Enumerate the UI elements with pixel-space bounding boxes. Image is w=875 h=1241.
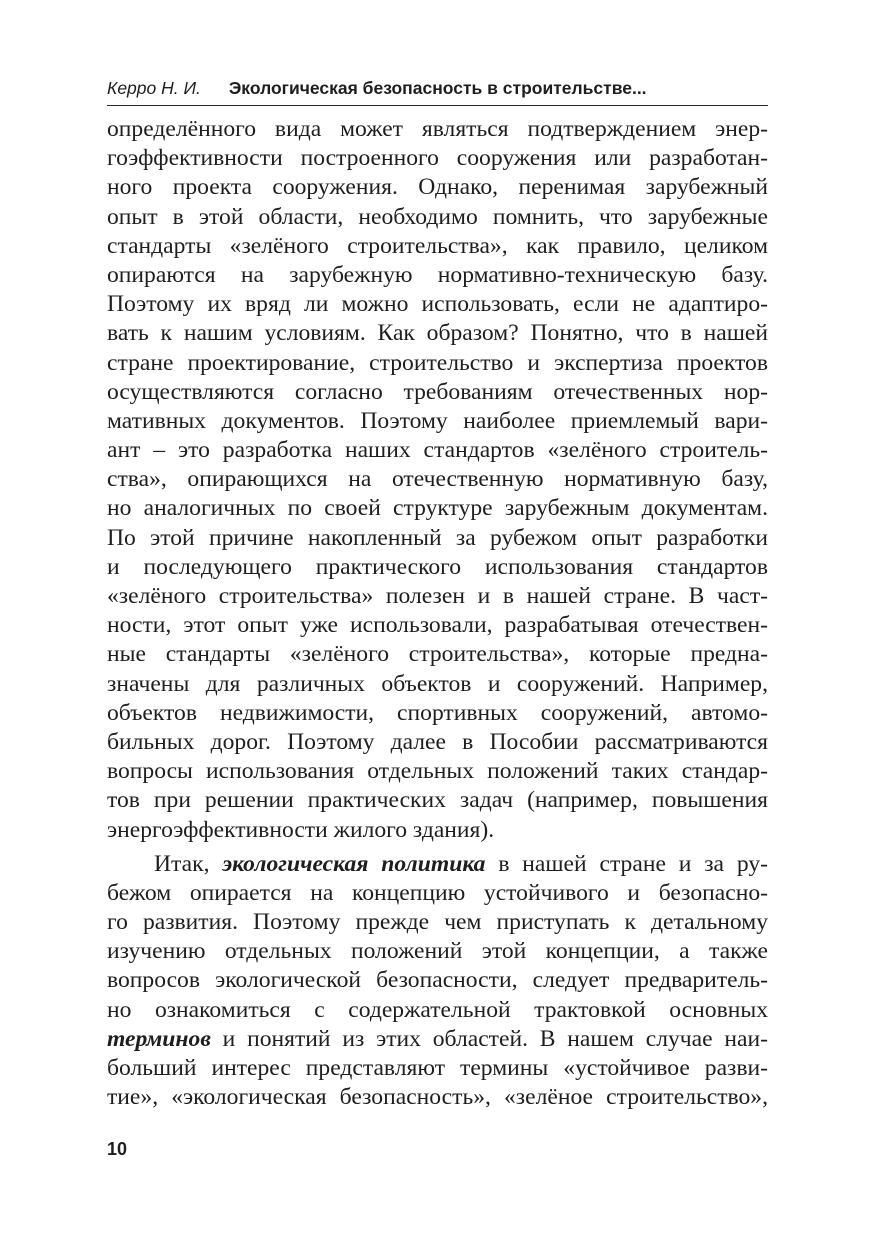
- text-line: гоэффективности построенного сооружения или разработан-: [107, 145, 768, 172]
- text-line: тие», «экологическая безопасность», «зелёное строительство»,: [107, 1084, 768, 1111]
- running-header: [107, 76, 768, 100]
- text-fragment: и понятий из этих областей. В нашем случае наи-: [210, 1025, 768, 1052]
- text-line: больший интерес представляют термины «устойчивое разви-: [107, 1055, 768, 1081]
- body-text: [107, 115, 768, 1112]
- text-fragment: Итак,: [154, 850, 223, 877]
- text-line: изучению отдельных положений этой концепции, а также: [107, 938, 768, 965]
- page-number: 10: [107, 1139, 128, 1159]
- text-line: объектов недвижимости, спортивных сооружений, автомо-: [107, 699, 768, 726]
- text-line: Поэтому их вряд ли можно использовать, если не адаптиро-: [107, 291, 768, 318]
- text-line: тов при решении практических задач (например, повышения: [107, 787, 768, 814]
- text-line: и последующего практического использования стандартов: [107, 553, 768, 580]
- paragraph-2: [107, 850, 768, 1113]
- header-author: Керро Н. И.: [107, 78, 201, 98]
- text-line: ности, этот опыт уже использовали, разрабатывая отечествен-: [107, 612, 768, 639]
- text-line: но ознакомиться с содержательной трактовкой основных: [107, 996, 768, 1023]
- text-line: бежом опирается на концепцию устойчивого и безопасно-: [107, 879, 768, 906]
- text-line: мативных документов. Поэтому наиболее приемлемый вари-: [107, 407, 768, 434]
- text-line: го развития. Поэтому прежде чем приступать к детальному: [107, 909, 768, 936]
- text-line: «зелёного строительства» полезен и в нашей стране. В част-: [107, 583, 768, 609]
- text-line: ант – это разработка наших стандартов «зелёного строитель-: [107, 437, 768, 464]
- text-line: энергоэффективности жилого здания).: [107, 816, 495, 843]
- text-line: определённого вида может являться подтверждением энер-: [107, 116, 768, 142]
- text-line: опыт в этой области, необходимо помнить, что зарубежные: [107, 203, 768, 230]
- text-line: значены для различных объектов и сооружений. Например,: [107, 670, 768, 697]
- text-line: бильных дорог. Поэтому далее в Пособии рассматриваются: [107, 728, 768, 755]
- header-title: Экологическая безопасность в строительстве...: [228, 78, 647, 98]
- text-line: вать к нашим условиям. Как образом? Понятно, что в нашей: [107, 320, 768, 347]
- emphasized-term: экологическая политика: [222, 850, 486, 877]
- text-line: опираются на зарубежную нормативно-техническую базу.: [107, 261, 768, 288]
- text-line: [107, 1025, 768, 1054]
- header-rule: [107, 105, 768, 106]
- text-line: но аналогичных по своей структуре зарубежным документам.: [107, 495, 768, 522]
- text-line: ства», опирающихся на отечественную нормативную базу,: [107, 466, 768, 493]
- text-fragment: в нашей стране и за ру-: [485, 850, 768, 877]
- paragraph-1: [107, 115, 768, 845]
- text-line: По этой причине накопленный за рубежом опыт разработки: [107, 524, 768, 551]
- text-line: ного проекта сооружения. Однако, перенимая зарубежный: [107, 174, 768, 201]
- text-line: осуществляются согласно требованиям отечественных нор-: [107, 378, 768, 405]
- text-line: ные стандарты «зелёного строительства», которые предна-: [107, 641, 768, 668]
- text-line: стране проектирование, строительство и экспертиза проектов: [107, 349, 768, 376]
- text-line: стандарты «зелёного строительства», как правило, целиком: [107, 232, 768, 259]
- emphasized-term: терминов: [107, 1025, 211, 1052]
- text-line: вопросов экологической безопасности, следует предваритель-: [107, 967, 768, 994]
- text-line: [107, 850, 768, 879]
- text-line: вопросы использования отдельных положений таких стандар-: [107, 758, 768, 785]
